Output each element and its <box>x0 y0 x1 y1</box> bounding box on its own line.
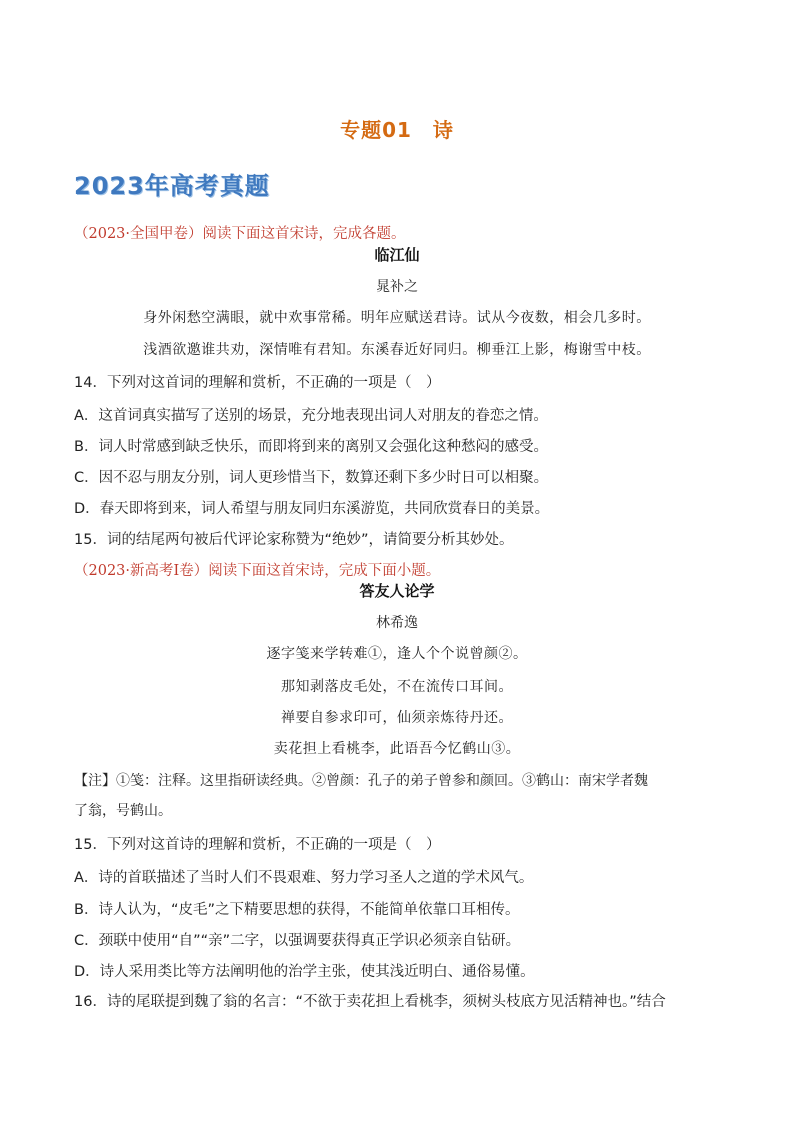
poem-line: 禅要自参求印可，仙须亲炼待丹还。 <box>281 710 513 726</box>
poem-author-1: 晁补之 <box>376 279 418 295</box>
option-d: D．春天即将到来，词人希望与朋友同归东溪游览，共同欣赏春日的美景。 <box>74 501 550 517</box>
poem-line: 那知剥落皮毛处，不在流传口耳间。 <box>281 679 513 695</box>
question-14: 14．下列对这首词的理解和赏析，不正确的一项是（ ） <box>74 375 441 391</box>
topic-title: 专题01 诗 <box>340 118 454 142</box>
question-15-part2: 15．下列对这首诗的理解和赏析，不正确的一项是（ ） <box>74 837 441 853</box>
poem-line: 浅酒欲邀谁共劝，深情唯有君知。东溪春近好同归。柳垂江上影，梅谢雪中枝。 <box>143 342 651 358</box>
annotation-line-2: 了翁，号鹤山。 <box>74 803 172 819</box>
poem-author-2: 林希逸 <box>376 615 418 631</box>
poem-title-1: 临江仙 <box>374 246 420 264</box>
option-d: D．诗人采用类比等方法阐明他的治学主张，使其浅近明白、通俗易懂。 <box>74 964 535 980</box>
option-a: A．这首词真实描写了送别的场景，充分地表现出词人对朋友的眷恋之情。 <box>74 408 548 424</box>
poem-line: 身外闲愁空满眼，就中欢事常稀。明年应赋送君诗。试从今夜数，相会几多时。 <box>143 310 651 326</box>
source-note-2: （2023·新高考Ⅰ卷）阅读下面这首宋诗，完成下面小题。 <box>74 563 441 579</box>
annotation-line-1: 【注】①笺：注释。这里指研读经典。②曾颜：孔子的弟子曾参和颜回。③鹤山：南宋学者魏 <box>74 773 648 789</box>
option-c: C．因不忍与朋友分别，词人更珍惜当下，数算还剩下多少时日可以相聚。 <box>74 470 549 486</box>
option-b: B．词人时常感到缺乏快乐，而即将到来的离别又会强化这种愁闷的感受。 <box>74 439 548 455</box>
section-heading: 2023年高考真题 <box>74 172 270 200</box>
option-a: A．诗的首联描述了当时人们不畏艰难、努力学习圣人之道的学术风气。 <box>74 870 534 886</box>
option-c: C．颈联中使用“自”“亲”二字，以强调要获得真正学识必须亲自钻研。 <box>74 933 521 949</box>
poem-title-2: 答友人论学 <box>359 582 435 600</box>
source-note-1: （2023·全国甲卷）阅读下面这首宋诗，完成各题。 <box>74 226 406 242</box>
option-b: B．诗人认为，“皮毛”之下精要思想的获得，不能简单依靠口耳相传。 <box>74 902 520 918</box>
poem-line: 逐字笺来学转难①，逢人个个说曾颜②。 <box>266 646 528 662</box>
question-15-part1: 15．词的结尾两句被后代评论家称赞为“绝妙”，请简要分析其妙处。 <box>74 532 514 548</box>
poem-line: 卖花担上看桃李，此语吾今忆鹤山③。 <box>273 741 521 757</box>
question-16: 16．诗的尾联提到魏了翁的名言：“不欲于卖花担上看桃李，须树头枝底方见活精神也。”结合 <box>74 994 666 1010</box>
